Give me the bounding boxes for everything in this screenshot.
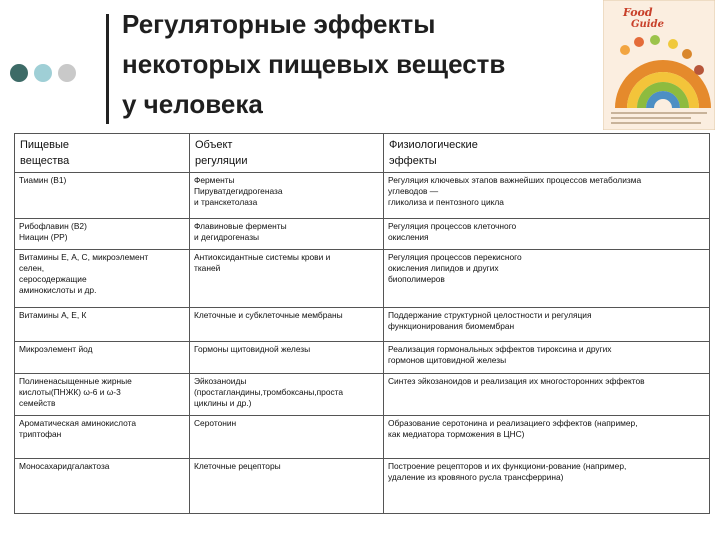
nutrient-cell-line: Витамины А, Е, К	[19, 310, 87, 320]
effect-cell	[384, 308, 710, 342]
header-target-line: Объект	[195, 139, 233, 151]
target-cell-line: Антиоксидантные системы крови и	[194, 252, 331, 262]
effect-cell-line: функционирования биомембран	[388, 321, 515, 331]
header-nutrients-line: Пищевые	[20, 139, 69, 151]
nutrient-cell	[15, 374, 190, 416]
table-row	[15, 173, 710, 219]
nutrient-effects-table	[14, 133, 710, 514]
effect-cell	[384, 459, 710, 514]
title-line-3: у человека	[122, 89, 263, 119]
table-row	[15, 308, 710, 342]
target-cell-line: Гормоны щитовидной железы	[194, 344, 311, 354]
table-row	[15, 459, 710, 514]
slide-title	[122, 4, 592, 124]
nutrient-cell-line: Микроэлемент йод	[19, 344, 93, 354]
nutrient-cell-line: Полиненасыщенные жирные	[19, 376, 132, 386]
nutrient-cell-line: селен,	[19, 263, 45, 273]
header-effects	[384, 134, 710, 173]
header-nutrients	[15, 134, 190, 173]
dot-gray	[58, 64, 76, 82]
effect-cell	[384, 342, 710, 374]
effect-cell-line: Регуляция процессов клеточного	[388, 221, 517, 231]
title-divider	[106, 14, 109, 124]
effect-cell-line: Синтез эйкозаноидов и реализация их многосторонних эффектов	[388, 376, 645, 386]
nutrient-cell-line: триптофан	[19, 429, 62, 439]
target-cell	[190, 173, 384, 219]
effect-cell-line: Поддержание структурной целостности и регуляция	[388, 310, 592, 320]
target-cell	[190, 416, 384, 459]
nutrient-cell-line: Ароматическая аминокислота	[19, 418, 136, 428]
table-row	[15, 416, 710, 459]
target-cell-line: тканей	[194, 263, 221, 273]
target-cell-line: Клеточные рецепторы	[194, 461, 281, 471]
target-cell-line: Пируватдегидрогеназа	[194, 186, 283, 196]
effect-cell-line: Реализация гормональных эффектов тироксина и других	[388, 344, 612, 354]
effect-cell-line: Построение рецепторов и их функциони-рование (например,	[388, 461, 627, 471]
table-row	[15, 342, 710, 374]
effect-cell	[384, 250, 710, 308]
title-line-2: некоторых пищевых веществ	[122, 49, 506, 79]
dot-light-teal	[34, 64, 52, 82]
target-cell-line: Ферменты	[194, 175, 235, 185]
target-cell-line: Флавиновые ферменты	[194, 221, 287, 231]
target-cell-line: (простагландины,тромбоксаны,проста	[194, 387, 344, 397]
effect-cell-line: окисления липидов и других	[388, 263, 499, 273]
poster-heading: Food	[623, 6, 653, 19]
nutrient-cell	[15, 250, 190, 308]
table-row	[15, 374, 710, 416]
nutrient-cell-line: Ниацин (РР)	[19, 232, 68, 242]
effect-cell-line: Регуляция ключевых этапов важнейших процессов метаболизма	[388, 175, 642, 185]
effect-cell	[384, 374, 710, 416]
effect-cell	[384, 219, 710, 250]
header-effects-line: Физиологические	[389, 139, 478, 151]
target-cell	[190, 308, 384, 342]
target-cell-line: и дегидрогеназы	[194, 232, 260, 242]
poster-subheading: Guide	[631, 19, 664, 30]
nutrient-cell-line: Тиамин (В1)	[19, 175, 67, 185]
header-nutrients-line: вещества	[20, 155, 70, 167]
nutrient-cell-line: серосодержащие	[19, 274, 87, 284]
effect-cell	[384, 416, 710, 459]
effect-cell-line: гормонов щитовидной железы	[388, 355, 507, 365]
nutrient-cell	[15, 173, 190, 219]
effect-cell-line: биополимеров	[388, 274, 445, 284]
effect-cell-line: как медиатора торможения в ЦНС)	[388, 429, 525, 439]
nutrient-cell-line: семейств	[19, 398, 56, 408]
target-cell	[190, 374, 384, 416]
nutrient-cell-line: Рибофлавин (В2)	[19, 221, 87, 231]
target-cell-line: циклины и др.)	[194, 398, 252, 408]
effect-cell-line: Регуляция процессов перекисного	[388, 252, 522, 262]
nutrient-cell	[15, 416, 190, 459]
effect-cell	[384, 173, 710, 219]
nutrient-cell-line: кислоты(ПНЖК) ω-6 и ω-3	[19, 387, 121, 397]
table-row	[15, 250, 710, 308]
target-cell-line: Эйкозаноиды	[194, 376, 247, 386]
nutrient-cell-line: Витамины Е, А, С, микроэлемент	[19, 252, 149, 262]
decorative-dots	[10, 64, 76, 82]
dot-dark-teal	[10, 64, 28, 82]
target-cell-line: Клеточные и субклеточные мембраны	[194, 310, 343, 320]
target-cell-line: Серотонин	[194, 418, 237, 428]
nutrient-cell	[15, 219, 190, 250]
target-cell	[190, 459, 384, 514]
nutrient-cell	[15, 308, 190, 342]
header-effects-line: эффекты	[389, 155, 437, 167]
table-header-row	[15, 134, 710, 173]
nutrient-cell	[15, 342, 190, 374]
table-row	[15, 219, 710, 250]
nutrient-cell	[15, 459, 190, 514]
header-target-line: регуляции	[195, 155, 248, 167]
food-guide-poster-image	[603, 0, 715, 130]
target-cell	[190, 250, 384, 308]
title-line-1: Регуляторные эффекты	[122, 9, 436, 39]
nutrient-cell-line: Моносахаридгалактоза	[19, 461, 110, 471]
target-cell-line: и транскетолаза	[194, 197, 258, 207]
effect-cell-line: углеводов —	[388, 186, 439, 196]
header-target	[190, 134, 384, 173]
effect-cell-line: удаление из кровяного русла трансферрина)	[388, 472, 564, 482]
effect-cell-line: окисления	[388, 232, 429, 242]
target-cell	[190, 219, 384, 250]
target-cell	[190, 342, 384, 374]
effect-cell-line: гликолиза и пентозного цикла	[388, 197, 504, 207]
effect-cell-line: Образование серотонина и реализациего эффектов (например,	[388, 418, 638, 428]
nutrient-cell-line: аминокислоты и др.	[19, 285, 97, 295]
